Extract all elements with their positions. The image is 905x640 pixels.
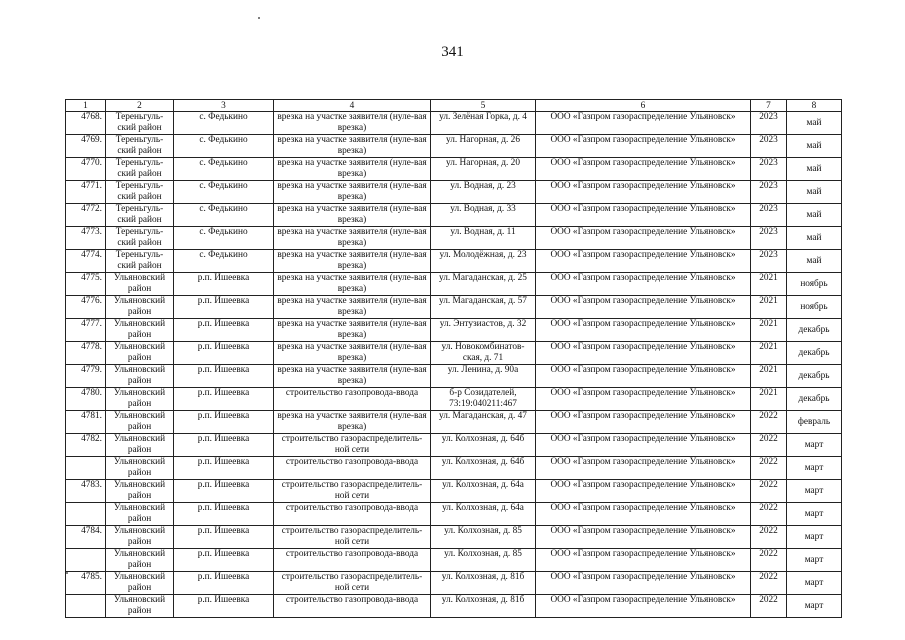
row-number-cell: 4773. <box>66 227 106 250</box>
organization-cell: ООО «Газпром газораспределение Ульяновск» <box>536 135 751 158</box>
table-row <box>66 135 842 158</box>
organization-cell: ООО «Газпром газораспределение Ульяновск» <box>536 250 751 273</box>
district-cell: Ульяновский район <box>106 342 174 365</box>
organization-cell: ООО «Газпром газораспределение Ульяновск» <box>536 388 751 411</box>
month-cell: ноябрь <box>787 296 842 319</box>
district-cell: Тереньгуль-ский район <box>106 204 174 227</box>
settlement-cell: р.п. Ишеевка <box>174 549 274 572</box>
year-cell: 2022 <box>751 411 787 434</box>
organization-cell: ООО «Газпром газораспределение Ульяновск» <box>536 158 751 181</box>
header-cell: 3 <box>174 100 274 112</box>
table-row <box>66 273 842 296</box>
header-cell: 5 <box>431 100 536 112</box>
month-cell: май <box>787 135 842 158</box>
row-number-cell: 4775. <box>66 273 106 296</box>
month-cell: декабрь <box>787 342 842 365</box>
settlement-cell: с. Федькино <box>174 112 274 135</box>
work-type-cell: строительство газораспределитель-ной сети <box>274 526 431 549</box>
settlement-cell: р.п. Ишеевка <box>174 411 274 434</box>
year-cell: 2023 <box>751 227 787 250</box>
row-number-cell: 4781. <box>66 411 106 434</box>
address-cell: ул. Ленина, д. 90а <box>431 365 536 388</box>
settlement-cell: р.п. Ишеевка <box>174 296 274 319</box>
table-row <box>66 342 842 365</box>
month-cell: март <box>787 526 842 549</box>
district-cell: Ульяновский район <box>106 595 174 618</box>
settlement-cell: с. Федькино <box>174 181 274 204</box>
organization-cell: ООО «Газпром газораспределение Ульяновск» <box>536 296 751 319</box>
year-cell: 2023 <box>751 204 787 227</box>
work-type-cell: врезка на участке заявителя (нуле-вая врезка) <box>274 296 431 319</box>
table-row <box>66 480 842 503</box>
row-number-cell <box>66 549 106 572</box>
row-number-cell: 4777. <box>66 319 106 342</box>
row-number-cell: 4779. <box>66 365 106 388</box>
month-cell: ноябрь <box>787 273 842 296</box>
settlement-cell: р.п. Ишеевка <box>174 457 274 480</box>
settlement-cell: с. Федькино <box>174 250 274 273</box>
work-type-cell: врезка на участке заявителя (нуле-вая врезка) <box>274 319 431 342</box>
settlement-cell: с. Федькино <box>174 227 274 250</box>
row-number-cell: 4783. <box>66 480 106 503</box>
header-cell: 1 <box>66 100 106 112</box>
work-type-cell: врезка на участке заявителя (нуле-вая врезка) <box>274 181 431 204</box>
month-cell: март <box>787 595 842 618</box>
year-cell: 2021 <box>751 365 787 388</box>
row-number-cell: 4776. <box>66 296 106 319</box>
row-number-cell: 4782. <box>66 434 106 457</box>
table-row <box>66 250 842 273</box>
work-type-cell: врезка на участке заявителя (нуле-вая врезка) <box>274 411 431 434</box>
row-number-cell: 4768. <box>66 112 106 135</box>
table-row <box>66 595 842 618</box>
table-row <box>66 434 842 457</box>
organization-cell: ООО «Газпром газораспределение Ульяновск» <box>536 227 751 250</box>
year-cell: 2022 <box>751 526 787 549</box>
table-row <box>66 411 842 434</box>
settlement-cell: р.п. Ишеевка <box>174 503 274 526</box>
year-cell: 2023 <box>751 112 787 135</box>
district-cell: Ульяновский район <box>106 388 174 411</box>
month-cell: март <box>787 549 842 572</box>
year-cell: 2021 <box>751 342 787 365</box>
district-cell: Ульяновский район <box>106 549 174 572</box>
row-number-cell: 4785. <box>66 572 106 595</box>
settlement-cell: р.п. Ишеевка <box>174 388 274 411</box>
work-type-cell: врезка на участке заявителя (нуле-вая врезка) <box>274 204 431 227</box>
organization-cell: ООО «Газпром газораспределение Ульяновск» <box>536 595 751 618</box>
address-cell: ул. Водная, д. 11 <box>431 227 536 250</box>
work-type-cell: строительство газораспределитель-ной сети <box>274 480 431 503</box>
month-cell: май <box>787 112 842 135</box>
header-cell: 6 <box>536 100 751 112</box>
year-cell: 2022 <box>751 503 787 526</box>
district-cell: Тереньгуль-ский район <box>106 158 174 181</box>
work-type-cell: строительство газораспределитель-ной сети <box>274 572 431 595</box>
district-cell: Ульяновский район <box>106 296 174 319</box>
row-number-cell: 4780. <box>66 388 106 411</box>
district-cell: Ульяновский район <box>106 434 174 457</box>
work-type-cell: врезка на участке заявителя (нуле-вая врезка) <box>274 135 431 158</box>
organization-cell: ООО «Газпром газораспределение Ульяновск» <box>536 181 751 204</box>
month-cell: декабрь <box>787 319 842 342</box>
organization-cell: ООО «Газпром газораспределение Ульяновск» <box>536 526 751 549</box>
address-cell: ул. Новокомбинатов-ская, д. 71 <box>431 342 536 365</box>
organization-cell: ООО «Газпром газораспределение Ульяновск» <box>536 434 751 457</box>
address-cell: ул. Водная, д. 33 <box>431 204 536 227</box>
district-cell: Тереньгуль-ский район <box>106 227 174 250</box>
scan-speck <box>258 17 260 19</box>
organization-cell: ООО «Газпром газораспределение Ульяновск» <box>536 365 751 388</box>
work-type-cell: врезка на участке заявителя (нуле-вая врезка) <box>274 227 431 250</box>
year-cell: 2022 <box>751 572 787 595</box>
table-row <box>66 158 842 181</box>
month-cell: март <box>787 503 842 526</box>
work-type-cell: строительство газопровода-ввода <box>274 595 431 618</box>
table-row <box>66 572 842 595</box>
row-number-cell <box>66 457 106 480</box>
organization-cell: ООО «Газпром газораспределение Ульяновск» <box>536 273 751 296</box>
month-cell: май <box>787 181 842 204</box>
header-cell: 7 <box>751 100 787 112</box>
work-type-cell: врезка на участке заявителя (нуле-вая врезка) <box>274 365 431 388</box>
table-body <box>66 112 842 618</box>
organization-cell: ООО «Газпром газораспределение Ульяновск» <box>536 112 751 135</box>
year-cell: 2023 <box>751 250 787 273</box>
address-cell: ул. Колхозная, д. 64б <box>431 434 536 457</box>
year-cell: 2022 <box>751 480 787 503</box>
table-row <box>66 457 842 480</box>
district-cell: Ульяновский район <box>106 503 174 526</box>
year-cell: 2022 <box>751 595 787 618</box>
organization-cell: ООО «Газпром газораспределение Ульяновск» <box>536 549 751 572</box>
month-cell: декабрь <box>787 388 842 411</box>
organization-cell: ООО «Газпром газораспределение Ульяновск» <box>536 319 751 342</box>
month-cell: май <box>787 250 842 273</box>
table-row <box>66 112 842 135</box>
settlement-cell: р.п. Ишеевка <box>174 273 274 296</box>
organization-cell: ООО «Газпром газораспределение Ульяновск» <box>536 503 751 526</box>
year-cell: 2023 <box>751 181 787 204</box>
settlement-cell: р.п. Ишеевка <box>174 434 274 457</box>
table-row <box>66 549 842 572</box>
register-table <box>65 99 842 618</box>
month-cell: май <box>787 204 842 227</box>
address-cell: ул. Нагорная, д. 20 <box>431 158 536 181</box>
table-row <box>66 181 842 204</box>
month-cell: декабрь <box>787 365 842 388</box>
settlement-cell: с. Федькино <box>174 135 274 158</box>
district-cell: Тереньгуль-ский район <box>106 250 174 273</box>
address-cell: ул. Колхозная, д. 85 <box>431 549 536 572</box>
year-cell: 2022 <box>751 457 787 480</box>
settlement-cell: р.п. Ишеевка <box>174 526 274 549</box>
month-cell: март <box>787 457 842 480</box>
organization-cell: ООО «Газпром газораспределение Ульяновск» <box>536 411 751 434</box>
row-number-cell: 4770. <box>66 158 106 181</box>
work-type-cell: врезка на участке заявителя (нуле-вая врезка) <box>274 273 431 296</box>
table-row <box>66 526 842 549</box>
page-number: 341 <box>441 44 464 60</box>
month-cell: февраль <box>787 411 842 434</box>
work-type-cell: врезка на участке заявителя (нуле-вая врезка) <box>274 250 431 273</box>
district-cell: Тереньгуль-ский район <box>106 181 174 204</box>
year-cell: 2021 <box>751 273 787 296</box>
organization-cell: ООО «Газпром газораспределение Ульяновск» <box>536 204 751 227</box>
district-cell: Тереньгуль-ский район <box>106 135 174 158</box>
year-cell: 2022 <box>751 549 787 572</box>
district-cell: Ульяновский район <box>106 480 174 503</box>
row-number-cell: 4784. <box>66 526 106 549</box>
address-cell: ул. Магаданская, д. 25 <box>431 273 536 296</box>
year-cell: 2022 <box>751 434 787 457</box>
address-cell: ул. Магаданская, д. 57 <box>431 296 536 319</box>
settlement-cell: р.п. Ишеевка <box>174 595 274 618</box>
district-cell: Ульяновский район <box>106 572 174 595</box>
address-cell: ул. Зелёная Горка, д. 4 <box>431 112 536 135</box>
month-cell: май <box>787 227 842 250</box>
work-type-cell: врезка на участке заявителя (нуле-вая врезка) <box>274 112 431 135</box>
row-number-cell: 4771. <box>66 181 106 204</box>
settlement-cell: р.п. Ишеевка <box>174 319 274 342</box>
work-type-cell: строительство газопровода-ввода <box>274 457 431 480</box>
address-cell: ул. Водная, д. 23 <box>431 181 536 204</box>
table-row <box>66 204 842 227</box>
district-cell: Ульяновский район <box>106 319 174 342</box>
district-cell: Ульяновский район <box>106 526 174 549</box>
address-cell: ул. Колхозная, д. 81б <box>431 572 536 595</box>
address-cell: ул. Колхозная, д. 85 <box>431 526 536 549</box>
month-cell: март <box>787 572 842 595</box>
row-number-cell: 4774. <box>66 250 106 273</box>
year-cell: 2023 <box>751 158 787 181</box>
year-cell: 2023 <box>751 135 787 158</box>
address-cell: ул. Колхозная, д. 81б <box>431 595 536 618</box>
address-cell: ул. Колхозная, д. 64а <box>431 480 536 503</box>
address-cell: ул. Нагорная, д. 26 <box>431 135 536 158</box>
work-type-cell: врезка на участке заявителя (нуле-вая врезка) <box>274 342 431 365</box>
work-type-cell: строительство газопровода-ввода <box>274 503 431 526</box>
row-number-cell <box>66 503 106 526</box>
address-cell: ул. Колхозная, д. 64б <box>431 457 536 480</box>
settlement-cell: р.п. Ишеевка <box>174 342 274 365</box>
organization-cell: ООО «Газпром газораспределение Ульяновск» <box>536 572 751 595</box>
row-number-cell: 4769. <box>66 135 106 158</box>
header-cell: 2 <box>106 100 174 112</box>
settlement-cell: с. Федькино <box>174 204 274 227</box>
header-row <box>66 100 842 112</box>
organization-cell: ООО «Газпром газораспределение Ульяновск» <box>536 480 751 503</box>
address-cell: ул. Молодёжная, д. 23 <box>431 250 536 273</box>
table-row <box>66 319 842 342</box>
district-cell: Тереньгуль-ский район <box>106 112 174 135</box>
month-cell: май <box>787 158 842 181</box>
row-number-cell: 4778. <box>66 342 106 365</box>
year-cell: 2021 <box>751 296 787 319</box>
address-cell: ул. Энтузиастов, д. 32 <box>431 319 536 342</box>
settlement-cell: с. Федькино <box>174 158 274 181</box>
settlement-cell: р.п. Ишеевка <box>174 480 274 503</box>
header-cell: 4 <box>274 100 431 112</box>
row-number-cell: 4772. <box>66 204 106 227</box>
address-cell: ул. Колхозная, д. 64а <box>431 503 536 526</box>
district-cell: Ульяновский район <box>106 411 174 434</box>
table-row <box>66 296 842 319</box>
address-cell: ул. Магаданская, д. 47 <box>431 411 536 434</box>
district-cell: Ульяновский район <box>106 457 174 480</box>
month-cell: март <box>787 434 842 457</box>
organization-cell: ООО «Газпром газораспределение Ульяновск» <box>536 457 751 480</box>
table-row <box>66 503 842 526</box>
table-row <box>66 227 842 250</box>
district-cell: Ульяновский район <box>106 273 174 296</box>
row-number-cell <box>66 595 106 618</box>
work-type-cell: строительство газопровода-ввода <box>274 388 431 411</box>
work-type-cell: врезка на участке заявителя (нуле-вая врезка) <box>274 158 431 181</box>
work-type-cell: строительство газопровода-ввода <box>274 549 431 572</box>
organization-cell: ООО «Газпром газораспределение Ульяновск» <box>536 342 751 365</box>
table-row <box>66 388 842 411</box>
year-cell: 2021 <box>751 388 787 411</box>
month-cell: март <box>787 480 842 503</box>
work-type-cell: строительство газораспределитель-ной сети <box>274 434 431 457</box>
district-cell: Ульяновский район <box>106 365 174 388</box>
settlement-cell: р.п. Ишеевка <box>174 365 274 388</box>
header-cell: 8 <box>787 100 842 112</box>
table-row <box>66 365 842 388</box>
settlement-cell: р.п. Ишеевка <box>174 572 274 595</box>
address-cell: б-р Созидателей, 73:19:040211:467 <box>431 388 536 411</box>
year-cell: 2021 <box>751 319 787 342</box>
